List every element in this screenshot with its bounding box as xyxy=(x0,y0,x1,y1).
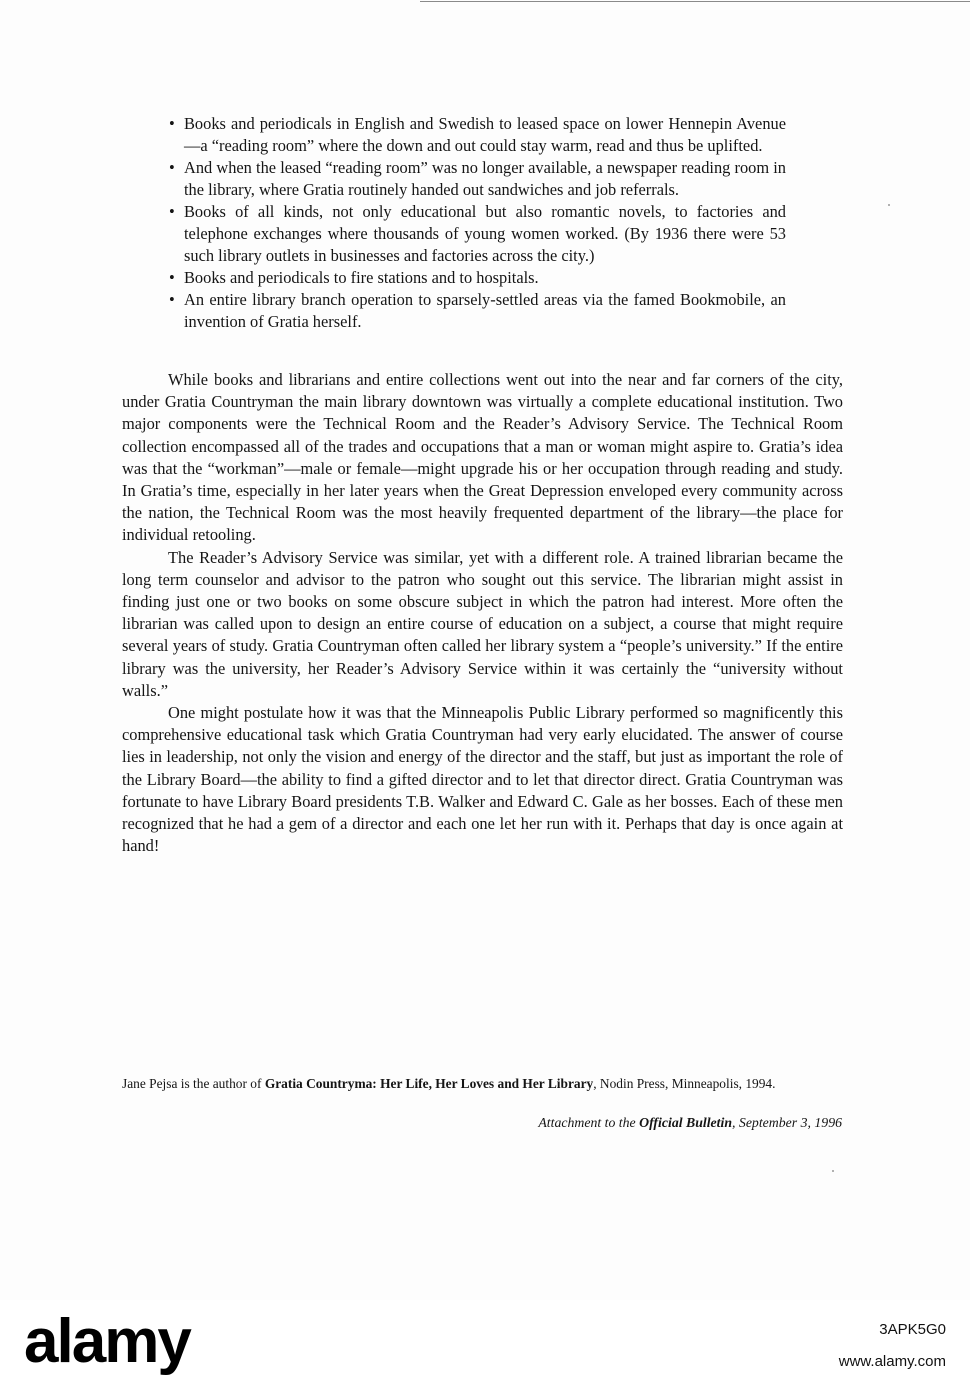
attachment-line xyxy=(538,1114,842,1132)
author-note-prefix: Jane Pejsa is the author of xyxy=(122,1076,265,1091)
bullet-item: • Books and periodicals in English and Swedish to leased space on lower Hennepin Avenue—a “reading room” where the down and out could stay warm, read and thus be uplifted. xyxy=(166,113,786,157)
author-note xyxy=(122,1075,852,1093)
top-edge-rule xyxy=(420,1,970,2)
alamy-logo xyxy=(24,1310,234,1376)
bullet-item: • And when the leased “reading room” was no longer available, a newspaper reading room in the library, where Gratia routinely handed out sandwiches and job referrals. xyxy=(166,157,786,201)
attachment-suffix: , September 3, 1996 xyxy=(732,1115,842,1130)
scan-speck xyxy=(832,1170,834,1172)
image-id: 3APK5G0 xyxy=(879,1321,946,1338)
book-title: Gratia Countryma: Her Life, Her Loves and Her Library xyxy=(264,1076,594,1091)
alamy-logo-text: alamy xyxy=(24,1310,190,1376)
paragraph: While books and librarians and entire collections went out into the near and far corners of the city, under Gratia Countryman the main library downtown was virtually a complete educational institution. Two major components were the Technical Room and the Reader’s Advisory Service. The Technical Room collection encompassed all of the trades and occupations that a man or woman might aspire to. Gratia’s idea was that the “workman”—male or female—might upgrade his or her occupation through reading and study. In Gratia’s time, especially in her later years when the Great Depression enveloped every community across the nation, the Technical Room was the most heavily frequented department of the library—the place for individual retooling. xyxy=(122,370,843,545)
paragraph: One might postulate how it was that the Minneapolis Public Library performed so magnificently this comprehensive educational task which Gratia Countryman had very early elucidated. The answer of course lies in leadership, not only the vision and energy of the director and the staff, but just as important the role of the Library Board—the ability to find a gifted director and to let that director direct. Gratia Countryman was fortunate to have Library Board presidents T.B. Walker and Edward C. Gale as her bosses. Each of these men recognized that he had a gem of a director and each one let her run with it. Perhaps that day is once again at hand! xyxy=(122,703,843,856)
bullet-item: • An entire library branch operation to sparsely-settled areas via the famed Bookmobile, an invention of Gratia herself. xyxy=(166,289,786,333)
author-note-suffix: , Nodin Press, Minneapolis, 1994. xyxy=(593,1076,776,1091)
paragraph: The Reader’s Advisory Service was similar, yet with a different role. A trained librarian became the long term counselor and advisor to the patron who sought out this service. The librarian might assist in finding just one or two books on some obscure subject in which the patron had interest. More often the librarian was called upon to design an entire course of education on a subject, a course that might require several years of study. Gratia Countryman often called her library system a “people’s university.” If the entire library was the university, her Reader’s Advisory Service within it was certainly the “university without walls.” xyxy=(122,547,843,700)
scan-speck xyxy=(888,204,890,206)
watermark-url: www.alamy.com xyxy=(838,1353,946,1370)
bullet-item: • Books of all kinds, not only educational but also romantic novels, to factories and telephone exchanges where thousands of young women worked. (By 1936 there were 53 such library outlets in businesses and factories across the city.) xyxy=(166,201,786,267)
body-text xyxy=(122,369,843,857)
bullet-item: • Books and periodicals to fire stations and to hospitals. xyxy=(166,267,786,289)
attachment-prefix: Attachment to the xyxy=(538,1115,640,1130)
publication-name: Official Bulletin xyxy=(639,1115,733,1130)
bullet-list xyxy=(166,113,786,333)
